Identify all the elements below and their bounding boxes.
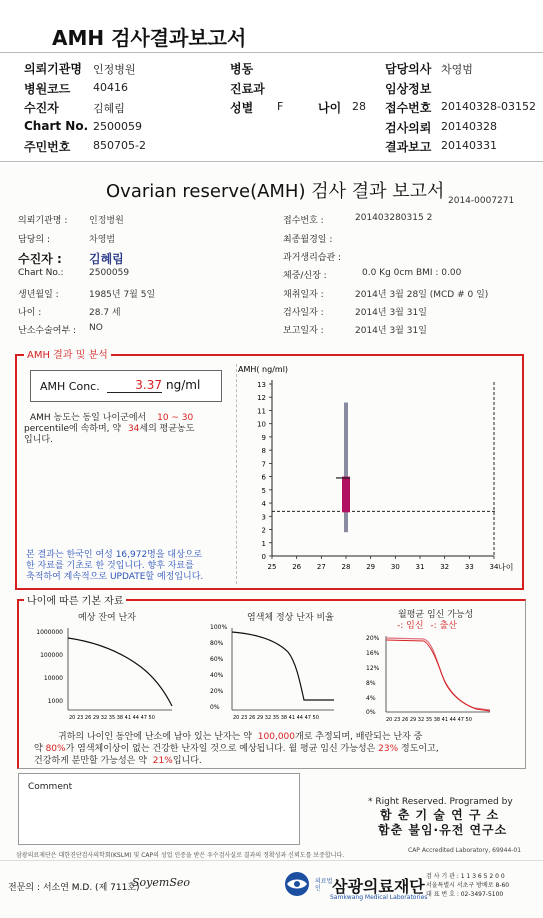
header-divider xyxy=(0,52,543,53)
amh-age-chart xyxy=(236,360,522,582)
y-tick-label: 80% xyxy=(210,640,224,647)
field-label: 성별 xyxy=(230,101,254,115)
y-tick-label: 4 xyxy=(261,500,266,509)
field-value: 0.0 Kg 0cm BMI : 0.00 xyxy=(362,268,462,278)
field-label: 결과보고 xyxy=(385,140,432,154)
field-value: 850705-2 xyxy=(93,139,146,152)
y-tick-label: 0% xyxy=(366,709,376,716)
field-label: 나이 xyxy=(318,101,342,115)
y-tick-label: 9 xyxy=(261,433,266,442)
decline-curve xyxy=(68,638,172,706)
x-tick-label: 26 xyxy=(292,563,302,571)
signature: SoyemSeo xyxy=(132,876,190,889)
chart-title: 예상 잔여 난자 xyxy=(78,613,136,623)
field-value: F xyxy=(277,100,284,113)
result-egg-count: 100,000 xyxy=(257,732,296,742)
legend-pregnancy: -: 임신 xyxy=(397,621,424,631)
chart-title: 월평균 임신 가능성 xyxy=(398,610,474,620)
age-data-section-label: 나이에 따른 기본 자료 xyxy=(24,592,126,607)
field-label: 나이 : xyxy=(18,308,42,318)
result-text: 귀하의 나이인 동안에 난소에 남아 있는 난자는 약 xyxy=(58,732,252,742)
footer-divider xyxy=(0,860,543,861)
field-label: 주민번호 xyxy=(24,140,71,154)
x-tick-label: 25 xyxy=(267,563,277,571)
y-tick-label: 60% xyxy=(210,656,224,663)
y-tick-label: 8 xyxy=(261,447,266,456)
institute-name: 함 춘 기 술 연 구 소 xyxy=(380,808,500,822)
x-tick-label: 31 xyxy=(415,563,425,571)
field-value: 2014년 3월 28일 (MCD # 0 일) xyxy=(355,290,489,300)
y-tick-label: 100000 xyxy=(40,652,63,659)
y-tick-label: 12 xyxy=(257,394,266,403)
result-text: 약 xyxy=(34,744,43,754)
field-label: 담당의사 xyxy=(385,62,432,76)
x-tick-label: 34 xyxy=(489,563,499,571)
field-value: 1985년 7월 5일 xyxy=(89,290,156,300)
y-tick-label: 20% xyxy=(210,688,224,695)
chart-title: 염색체 정상 난자 비율 xyxy=(247,613,334,623)
cap-accreditation: CAP Accredited Laboratory, 69944-01 xyxy=(408,847,522,854)
logo-prefix: 의료법인 xyxy=(315,878,333,892)
field-value: 2500059 xyxy=(89,268,130,278)
field-value: 2014년 3월 31일 xyxy=(355,326,427,336)
y-tick-label: 100% xyxy=(210,624,228,631)
x-tick-label: 32 xyxy=(440,563,450,571)
report-id: 2014-0007271 xyxy=(448,196,515,206)
y-tick-label: 20% xyxy=(366,635,380,642)
monthly-pregnancy-chart xyxy=(366,630,516,724)
logo-subtitle: Samkwang Medical Laboratories xyxy=(330,894,428,901)
y-tick-label: 12% xyxy=(366,665,380,672)
y-tick-label: 10000 xyxy=(43,675,63,682)
field-label: 채취일자 : xyxy=(283,290,324,300)
y-tick-label: 11 xyxy=(257,407,266,416)
signer: 전문의 : 서소연 M.D. (제 711호) xyxy=(8,883,140,893)
field-value: 40416 xyxy=(93,81,128,94)
field-label: 병원코드 xyxy=(24,82,71,96)
field-label: Chart No.: xyxy=(18,268,64,278)
field-value: 김혜림 xyxy=(93,102,125,115)
field-label: 체중/신장 : xyxy=(283,271,327,281)
y-tick-label: 0% xyxy=(210,704,220,711)
note-line: 한 자료를 기초로 한 것입니다. 향후 자료를 xyxy=(26,561,194,571)
y-tick-label: 7 xyxy=(261,460,266,469)
field-label: 수진자 : xyxy=(18,252,62,266)
field-label: 보고일자 : xyxy=(283,326,324,336)
delivery-curve xyxy=(386,640,490,711)
field-value: 20140328-03152 xyxy=(441,100,536,113)
y-tick-label: 0 xyxy=(261,553,266,561)
interp-age: 34 xyxy=(127,424,140,434)
field-label: 최종월경일 : xyxy=(283,235,333,245)
field-value: NO xyxy=(89,323,103,333)
decline-curve xyxy=(232,632,334,700)
field-label: 담당의 : xyxy=(18,235,50,245)
x-tick-labels: 20 23 26 29 32 35 38 41 44 47 50 xyxy=(233,715,319,721)
x-tick-labels: 20 23 26 29 32 35 38 41 44 47 50 xyxy=(69,715,155,721)
field-value: 차영범 xyxy=(441,63,473,76)
field-label: 난소수술여부 : xyxy=(18,326,77,336)
legend-delivery: -: 출산 xyxy=(430,621,457,631)
rights-note: * Right Reserved. Programed by xyxy=(368,797,513,807)
y-tick-label: 5 xyxy=(261,486,266,495)
result-text: 건강하게 분만할 가능성은 약 xyxy=(34,756,147,766)
y-axis-label: AMH( ng/ml) xyxy=(238,365,289,374)
note-line: 본 결과는 한국인 여성 16,972명을 대상으로 xyxy=(26,550,203,560)
patient-name: 김혜림 xyxy=(89,252,124,266)
field-label: 과거생리습관 : xyxy=(283,253,342,263)
interp-text: 입니다. xyxy=(24,435,53,445)
y-tick-label: 8% xyxy=(366,680,376,687)
x-tick-label: 33 xyxy=(464,563,474,571)
interp-text: AMH 농도는 동일 나이군에서 xyxy=(30,413,147,423)
comment-label: Comment xyxy=(28,782,73,792)
page-title: AMH 검사결과보고서 xyxy=(52,26,247,50)
field-label: 진료과 xyxy=(230,82,265,96)
pregnancy-curve xyxy=(386,638,490,710)
y-tick-label: 1000000 xyxy=(36,629,63,636)
field-value: 인정병원 xyxy=(89,216,124,226)
x-tick-labels: 20 23 26 29 32 35 38 41 44 47 50 xyxy=(386,717,472,723)
y-tick-label: 4% xyxy=(366,695,376,702)
field-label: 생년월일 : xyxy=(18,290,59,300)
field-value: 2500059 xyxy=(93,120,142,133)
amh-conc-label: AMH Conc. xyxy=(40,380,100,393)
normal-chromosome-chart xyxy=(196,622,346,722)
samkwang-logo-icon xyxy=(283,870,311,898)
field-label: 의뢰기관명 xyxy=(24,62,82,76)
x-axis-label: 나이 xyxy=(498,563,514,572)
y-tick-label: 16% xyxy=(366,650,380,657)
field-value: 인정병원 xyxy=(93,63,136,76)
institute-name: 함춘 불임·유전 연구소 xyxy=(378,823,508,837)
result-normal-ratio: 80% xyxy=(45,744,66,754)
whisker xyxy=(344,403,348,533)
result-text: 정도이고, xyxy=(401,744,439,754)
y-tick-label: 2 xyxy=(261,526,266,535)
field-label: 접수번호 : xyxy=(283,216,324,226)
header-divider xyxy=(0,161,543,162)
field-label: Chart No. xyxy=(24,119,89,133)
y-tick-label: 1000 xyxy=(47,698,63,705)
result-pregnancy-rate: 23% xyxy=(378,744,399,754)
lab-phone: 대 표 번 호 : 02-3497-5100 xyxy=(426,891,504,898)
y-tick-label: 3 xyxy=(261,513,266,522)
field-value: 28 xyxy=(352,100,366,113)
certification-note: 삼광의료재단은 대한진단검사의학회(KSLM) 및 CAP의 성업 인증을 받은 우수검사실로 결과의 정확성과 신뢰도를 보증합니다. xyxy=(16,852,345,859)
field-label: 검사의뢰 xyxy=(385,121,432,135)
interp-text: 세의 평균농도 xyxy=(139,424,195,434)
interp-percentile: 10 ~ 30 xyxy=(157,413,194,423)
remaining-eggs-chart xyxy=(26,622,176,722)
amh-section-label: AMH 결과 및 분석 xyxy=(24,346,111,361)
x-tick-label: 30 xyxy=(390,563,400,571)
field-value: 28.7 세 xyxy=(89,308,121,318)
x-tick-label: 29 xyxy=(366,563,376,571)
y-tick-label: 1 xyxy=(261,539,266,548)
field-value: 차영범 xyxy=(89,235,116,245)
lab-code: 검 사 기 관 : 1 1 3 6 5 2 0 0 xyxy=(426,873,505,880)
field-value: 2014년 3월 31일 xyxy=(355,308,427,318)
field-value: 20140331 xyxy=(441,139,497,152)
interp-text: percentile에 속하며, 약 xyxy=(24,424,122,434)
field-value: 20140328 xyxy=(441,120,497,133)
amh-conc-value: 3.37 xyxy=(107,378,162,393)
y-tick-label: 13 xyxy=(257,381,266,389)
note-line: 축적하여 계속적으로 UPDATE할 예정입니다. xyxy=(26,572,204,582)
field-value: 201403280315 2 xyxy=(355,213,433,223)
result-text: 가 염색체이상이 없는 건강한 난자일 것으로 예상됩니다. 월 평균 임신 가능성은 xyxy=(65,744,376,754)
field-label: 임상정보 xyxy=(385,82,432,96)
amh-conc-unit: ng/ml xyxy=(166,378,201,392)
field-label: 검사일자 : xyxy=(283,308,324,318)
result-text: 개로 추정되며, 배란되는 난자 중 xyxy=(295,732,423,742)
logo-name: 삼광의료재단 xyxy=(332,877,425,896)
result-delivery-rate: 21% xyxy=(152,756,173,766)
y-tick-label: 6 xyxy=(261,473,266,482)
y-tick-label: 10 xyxy=(257,420,266,429)
result-text: 입니다. xyxy=(172,756,202,766)
y-tick-label: 40% xyxy=(210,672,224,679)
field-label: 수진자 xyxy=(24,101,59,115)
field-label: 접수번호 xyxy=(385,101,432,115)
field-label: 의뢰기관명 : xyxy=(18,216,68,226)
x-tick-label: 27 xyxy=(316,563,326,571)
lab-address: 서울특별시 서초구 방배로 8-60 xyxy=(426,882,510,889)
x-tick-label: 28 xyxy=(341,563,351,571)
report-title: Ovarian reserve(AMH) 검사 결과 보고서 xyxy=(106,181,445,202)
field-label: 병동 xyxy=(230,62,254,76)
iqr-box xyxy=(342,477,350,513)
